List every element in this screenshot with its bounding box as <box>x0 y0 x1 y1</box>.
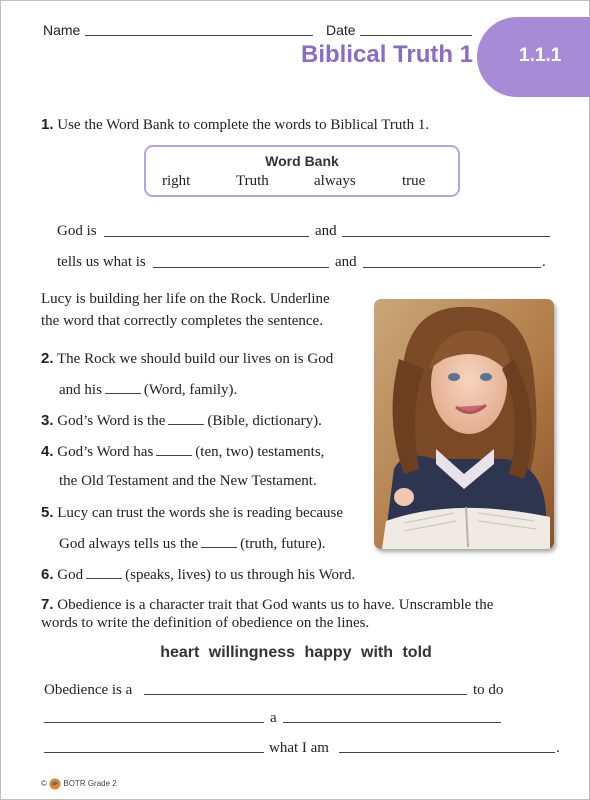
footer <box>41 778 117 790</box>
publisher-logo-icon <box>49 778 61 790</box>
intro-line-2: the word that correctly completes the sentence. <box>41 313 323 329</box>
answer-line[interactable] <box>153 267 329 268</box>
question-4-options: (ten, two) testaments, <box>195 444 325 460</box>
question-5-line-2 <box>59 535 326 553</box>
footer-text: BOTR Grade 2 <box>63 779 117 789</box>
lesson-number: 1.1.1 <box>519 45 562 66</box>
question-5 <box>41 504 343 522</box>
word-bank-word: right <box>162 173 191 189</box>
question-3-options: (Bible, dictionary). <box>207 413 322 429</box>
name-label: Name <box>43 22 81 38</box>
question-7 <box>41 596 493 614</box>
word-bank-title: Word Bank <box>265 153 339 169</box>
question-6-options: (speaks, lives) to us through his Word. <box>125 567 356 583</box>
copyright-symbol: © <box>41 779 47 789</box>
question-3-text-a: God’s Word is the <box>57 413 166 429</box>
date-line[interactable] <box>360 35 472 36</box>
answer-line[interactable] <box>144 694 467 695</box>
question-1 <box>41 116 429 134</box>
question-5-options: (truth, future). <box>240 536 326 552</box>
q7-row3-mid: what I am <box>269 740 329 756</box>
question-2-line-1: The Rock we should build our lives on is God <box>57 351 334 367</box>
word-bank <box>144 145 460 197</box>
question-3-number: 3. <box>41 412 54 429</box>
question-4 <box>41 443 324 461</box>
question-7-number: 7. <box>41 596 54 613</box>
intro-line-1: Lucy is building her life on the Rock. Underline <box>41 291 330 307</box>
girl-reading-bible-photo <box>374 299 554 549</box>
answer-line[interactable] <box>283 722 501 723</box>
answer-line[interactable] <box>44 752 264 753</box>
q1-line1-start: God is <box>57 223 97 239</box>
answer-line[interactable] <box>363 267 541 268</box>
answer-line[interactable] <box>44 722 264 723</box>
q7-row3-end: . <box>556 740 560 756</box>
fill-blank[interactable] <box>86 566 122 579</box>
name-line[interactable] <box>85 35 313 36</box>
word-bank-word: Truth <box>236 173 269 189</box>
fill-blank[interactable] <box>201 535 237 548</box>
question-6-number: 6. <box>41 566 54 583</box>
question-2-number: 2. <box>41 350 54 367</box>
question-6 <box>41 566 355 584</box>
answer-line[interactable] <box>104 236 309 237</box>
question-2-options: (Word, family). <box>143 382 238 398</box>
question-3 <box>41 412 322 430</box>
question-1-number: 1. <box>41 116 54 133</box>
page-title: Biblical Truth 1 <box>301 41 474 68</box>
question-5-text-a: God always tells us the <box>59 536 199 552</box>
question-7-line-2: words to write the definition of obedience on the lines. <box>41 615 370 631</box>
date-label: Date <box>326 22 356 38</box>
question-4-number: 4. <box>41 443 54 460</box>
lesson-number-tab <box>477 17 590 97</box>
fill-blank[interactable] <box>105 381 141 394</box>
question-5-line-1: Lucy can trust the words she is reading because <box>57 505 344 521</box>
question-5-number: 5. <box>41 504 54 521</box>
question-2-text-a: and his <box>59 382 102 398</box>
q7-row1-end: to do <box>473 682 504 698</box>
q1-line2-start: tells us what is <box>57 254 146 270</box>
q1-line1-mid: and <box>315 223 337 239</box>
word-bank-word: true <box>402 173 426 189</box>
q7-row2-mid: a <box>270 710 277 726</box>
fill-blank[interactable] <box>156 443 192 456</box>
q1-line2-end: . <box>542 254 546 270</box>
q1-line2-mid: and <box>335 254 357 270</box>
q7-row1-start: Obedience is a <box>44 682 133 698</box>
question-2 <box>41 350 333 368</box>
question-2-line-2 <box>59 381 237 399</box>
fill-blank[interactable] <box>168 412 204 425</box>
word-bank-word: always <box>314 173 356 189</box>
question-6-text-a: God <box>57 567 84 583</box>
scrambled-words: heart willingness happy with told <box>160 644 432 661</box>
question-4-text-a: God’s Word has <box>57 444 154 460</box>
answer-line[interactable] <box>342 236 550 237</box>
answer-line[interactable] <box>339 752 555 753</box>
question-1-text: Use the Word Bank to complete the words to Biblical Truth 1. <box>57 117 430 133</box>
question-4-line-2: the Old Testament and the New Testament. <box>59 473 317 489</box>
question-7-line-1: Obedience is a character trait that God wants us to have. Unscramble the <box>57 597 494 613</box>
